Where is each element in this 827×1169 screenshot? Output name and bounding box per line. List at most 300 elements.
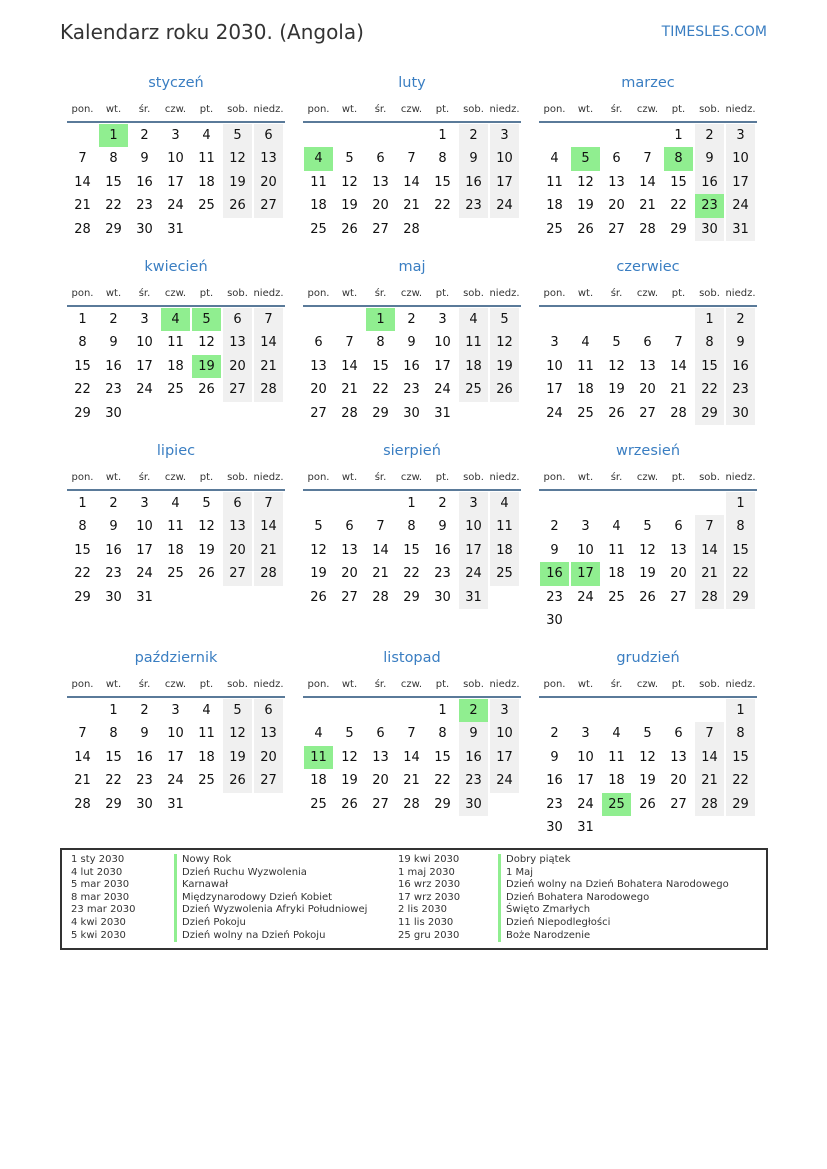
day-cell[interactable]: 30	[546, 612, 563, 628]
day-cell[interactable]: 29	[670, 221, 687, 237]
day-cell[interactable]: 26	[310, 589, 327, 605]
day-cell[interactable]: 31	[459, 586, 488, 609]
day-cell[interactable]: 2	[459, 124, 488, 147]
day-cell[interactable]: 10	[726, 147, 755, 170]
day-cell[interactable]: 18	[310, 773, 327, 789]
day-cell[interactable]: 28	[403, 796, 420, 812]
day-cell[interactable]: 4	[612, 519, 621, 535]
day-cell[interactable]: 22	[74, 566, 91, 582]
day-cell[interactable]: 12	[198, 335, 215, 351]
day-cell[interactable]: 27	[670, 796, 687, 812]
day-cell[interactable]: 25	[167, 566, 184, 582]
day-cell[interactable]: 2	[438, 496, 447, 511]
day-cell[interactable]: 13	[639, 358, 656, 374]
day-cell[interactable]: 21	[74, 198, 91, 214]
day-cell[interactable]: 31	[577, 819, 594, 835]
day-cell[interactable]: 29	[726, 793, 755, 816]
day-cell[interactable]: 4	[314, 726, 323, 742]
day-cell[interactable]: 7	[407, 726, 416, 742]
day-cell[interactable]: 28	[254, 378, 283, 401]
day-cell[interactable]: 15	[434, 749, 451, 765]
day-cell[interactable]: 12	[577, 174, 594, 190]
day-cell[interactable]: 25	[310, 221, 327, 237]
day-cell[interactable]: 8	[726, 515, 755, 538]
day-cell[interactable]: 30	[546, 819, 563, 835]
day-cell[interactable]: 12	[198, 519, 215, 535]
day-cell[interactable]: 14	[670, 358, 687, 374]
day-cell[interactable]: 10	[136, 335, 153, 351]
day-cell[interactable]: 8	[376, 335, 385, 351]
day-cell[interactable]: 20	[223, 355, 252, 378]
day-cell[interactable]: 16	[459, 746, 488, 769]
day-cell[interactable]: 26	[577, 221, 594, 237]
day-cell[interactable]: 9	[695, 147, 724, 170]
day-cell[interactable]: 19	[577, 198, 594, 214]
day-cell[interactable]: 23	[105, 566, 122, 582]
day-cell[interactable]: 9	[438, 519, 447, 535]
day-cell[interactable]: 17	[490, 171, 519, 194]
day-cell[interactable]: 18	[546, 198, 563, 214]
day-cell[interactable]: 16	[726, 355, 755, 378]
day-cell[interactable]: 30	[136, 221, 153, 237]
day-cell[interactable]: 10	[490, 147, 519, 170]
day-cell[interactable]: 1	[674, 128, 683, 143]
day-cell[interactable]: 3	[726, 124, 755, 147]
day-cell[interactable]: 7	[78, 726, 87, 742]
day-cell[interactable]: 29	[74, 405, 91, 421]
day-cell[interactable]: 25	[546, 221, 563, 237]
day-cell[interactable]: 16	[546, 773, 563, 789]
day-cell[interactable]: 14	[403, 174, 420, 190]
day-cell[interactable]: 5	[223, 699, 252, 722]
day-cell[interactable]: 23	[136, 198, 153, 214]
day-cell[interactable]: 14	[372, 542, 389, 558]
day-cell[interactable]: 1	[438, 128, 447, 143]
day-cell[interactable]: 18	[310, 198, 327, 214]
day-cell[interactable]: 9	[550, 749, 559, 765]
day-cell[interactable]: 19	[223, 171, 252, 194]
day-cell[interactable]: 4	[171, 496, 180, 511]
day-cell[interactable]: 20	[372, 773, 389, 789]
day-cell[interactable]: 20	[254, 746, 283, 769]
day-cell[interactable]: 11	[167, 519, 184, 535]
day-cell[interactable]: 29	[105, 221, 122, 237]
day-cell[interactable]: 27	[254, 194, 283, 217]
day-cell[interactable]: 17	[577, 773, 594, 789]
day-cell[interactable]: 3	[140, 496, 149, 511]
day-cell[interactable]: 27	[372, 221, 389, 237]
day-cell[interactable]: 24	[577, 796, 594, 812]
day-cell[interactable]: 21	[670, 382, 687, 398]
day-cell[interactable]: 25	[198, 198, 215, 214]
day-cell[interactable]: 5	[192, 308, 221, 331]
day-cell[interactable]: 27	[608, 221, 625, 237]
day-cell[interactable]: 19	[310, 566, 327, 582]
day-cell[interactable]: 27	[372, 796, 389, 812]
day-cell[interactable]: 25	[459, 378, 488, 401]
day-cell[interactable]: 15	[372, 358, 389, 374]
day-cell[interactable]: 9	[407, 335, 416, 351]
day-cell[interactable]: 24	[726, 194, 755, 217]
day-cell[interactable]: 21	[372, 566, 389, 582]
day-cell[interactable]: 24	[167, 198, 184, 214]
day-cell[interactable]: 6	[674, 726, 683, 742]
day-cell[interactable]: 11	[490, 515, 519, 538]
day-cell[interactable]: 23	[403, 382, 420, 398]
day-cell[interactable]: 7	[78, 151, 87, 167]
day-cell[interactable]: 14	[639, 174, 656, 190]
day-cell[interactable]: 13	[254, 147, 283, 170]
day-cell[interactable]: 31	[434, 405, 451, 421]
day-cell[interactable]: 4	[490, 492, 519, 515]
day-cell[interactable]: 6	[254, 124, 283, 147]
day-cell[interactable]: 4	[459, 308, 488, 331]
day-cell[interactable]: 5	[643, 726, 652, 742]
day-cell[interactable]: 4	[202, 703, 211, 718]
day-cell[interactable]: 28	[254, 562, 283, 585]
day-cell[interactable]: 6	[254, 699, 283, 722]
day-cell[interactable]: 28	[639, 221, 656, 237]
day-cell[interactable]: 4	[304, 147, 333, 170]
day-cell[interactable]: 1	[78, 312, 87, 327]
day-cell[interactable]: 2	[407, 312, 416, 327]
day-cell[interactable]: 5	[490, 308, 519, 331]
day-cell[interactable]: 12	[223, 722, 252, 745]
day-cell[interactable]: 10	[577, 542, 594, 558]
day-cell[interactable]: 11	[167, 335, 184, 351]
day-cell[interactable]: 23	[434, 566, 451, 582]
day-cell[interactable]: 5	[202, 496, 211, 511]
day-cell[interactable]: 21	[695, 769, 724, 792]
day-cell[interactable]: 3	[550, 335, 559, 351]
day-cell[interactable]: 2	[550, 519, 559, 535]
day-cell[interactable]: 3	[490, 699, 519, 722]
day-cell[interactable]: 15	[403, 542, 420, 558]
day-cell[interactable]: 8	[695, 331, 724, 354]
day-cell[interactable]: 3	[140, 312, 149, 327]
day-cell[interactable]: 6	[376, 726, 385, 742]
day-cell[interactable]: 16	[105, 542, 122, 558]
day-cell[interactable]: 11	[608, 542, 625, 558]
day-cell[interactable]: 2	[459, 699, 488, 722]
day-cell[interactable]: 19	[223, 746, 252, 769]
day-cell[interactable]: 10	[434, 335, 451, 351]
day-cell[interactable]: 9	[550, 542, 559, 558]
day-cell[interactable]: 22	[105, 773, 122, 789]
day-cell[interactable]: 2	[140, 128, 149, 143]
day-cell[interactable]: 27	[254, 769, 283, 792]
day-cell[interactable]: 10	[490, 722, 519, 745]
day-cell[interactable]: 28	[74, 221, 91, 237]
day-cell[interactable]: 8	[78, 519, 87, 535]
day-cell[interactable]: 22	[695, 378, 724, 401]
day-cell[interactable]: 21	[403, 773, 420, 789]
day-cell[interactable]: 3	[581, 726, 590, 742]
day-cell[interactable]: 8	[664, 147, 693, 170]
day-cell[interactable]: 12	[639, 542, 656, 558]
day-cell[interactable]: 12	[310, 542, 327, 558]
day-cell[interactable]: 17	[459, 539, 488, 562]
day-cell[interactable]: 27	[223, 378, 252, 401]
day-cell[interactable]: 15	[670, 174, 687, 190]
day-cell[interactable]: 14	[695, 746, 724, 769]
day-cell[interactable]: 8	[438, 151, 447, 167]
day-cell[interactable]: 8	[109, 151, 118, 167]
day-cell[interactable]: 31	[136, 589, 153, 605]
day-cell[interactable]: 24	[490, 769, 519, 792]
day-cell[interactable]: 16	[434, 542, 451, 558]
day-cell[interactable]: 5	[612, 335, 621, 351]
day-cell[interactable]: 23	[546, 796, 563, 812]
day-cell[interactable]: 23	[136, 773, 153, 789]
day-cell[interactable]: 5	[345, 726, 354, 742]
day-cell[interactable]: 2	[550, 726, 559, 742]
day-cell[interactable]: 22	[726, 769, 755, 792]
day-cell[interactable]: 7	[407, 151, 416, 167]
day-cell[interactable]: 1	[438, 703, 447, 718]
day-cell[interactable]: 17	[434, 358, 451, 374]
day-cell[interactable]: 17	[167, 174, 184, 190]
day-cell[interactable]: 7	[643, 151, 652, 167]
day-cell[interactable]: 19	[198, 542, 215, 558]
day-cell[interactable]: 4	[161, 308, 190, 331]
day-cell[interactable]: 23	[546, 589, 563, 605]
day-cell[interactable]: 11	[608, 749, 625, 765]
day-cell[interactable]: 2	[695, 124, 724, 147]
day-cell[interactable]: 27	[341, 589, 358, 605]
day-cell[interactable]: 13	[310, 358, 327, 374]
day-cell[interactable]: 26	[223, 769, 252, 792]
day-cell[interactable]: 23	[726, 378, 755, 401]
day-cell[interactable]: 20	[223, 539, 252, 562]
day-cell[interactable]: 10	[546, 358, 563, 374]
day-cell[interactable]: 16	[459, 171, 488, 194]
day-cell[interactable]: 21	[254, 355, 283, 378]
day-cell[interactable]: 15	[105, 174, 122, 190]
day-cell[interactable]: 26	[608, 405, 625, 421]
day-cell[interactable]: 5	[314, 519, 323, 535]
day-cell[interactable]: 14	[254, 331, 283, 354]
day-cell[interactable]: 31	[167, 796, 184, 812]
day-cell[interactable]: 26	[639, 589, 656, 605]
day-cell[interactable]: 20	[608, 198, 625, 214]
day-cell[interactable]: 10	[167, 151, 184, 167]
day-cell[interactable]: 3	[438, 312, 447, 327]
day-cell[interactable]: 19	[341, 198, 358, 214]
day-cell[interactable]: 19	[192, 355, 221, 378]
day-cell[interactable]: 24	[136, 382, 153, 398]
day-cell[interactable]: 14	[254, 515, 283, 538]
brand-logo[interactable]: TIMESLES.COM	[661, 24, 767, 40]
day-cell[interactable]: 13	[670, 542, 687, 558]
day-cell[interactable]: 13	[341, 542, 358, 558]
day-cell[interactable]: 11	[546, 174, 563, 190]
day-cell[interactable]: 26	[490, 378, 519, 401]
day-cell[interactable]: 18	[577, 382, 594, 398]
day-cell[interactable]: 21	[695, 562, 724, 585]
day-cell[interactable]: 18	[459, 355, 488, 378]
day-cell[interactable]: 29	[726, 586, 755, 609]
day-cell[interactable]: 10	[577, 749, 594, 765]
day-cell[interactable]: 30	[434, 589, 451, 605]
day-cell[interactable]: 3	[171, 703, 180, 718]
day-cell[interactable]: 7	[254, 308, 283, 331]
day-cell[interactable]: 22	[670, 198, 687, 214]
day-cell[interactable]: 6	[612, 151, 621, 167]
day-cell[interactable]: 25	[198, 773, 215, 789]
day-cell[interactable]: 26	[341, 796, 358, 812]
day-cell[interactable]: 17	[136, 542, 153, 558]
day-cell[interactable]: 30	[105, 589, 122, 605]
day-cell[interactable]: 11	[198, 726, 215, 742]
day-cell[interactable]: 19	[639, 566, 656, 582]
day-cell[interactable]: 7	[695, 722, 724, 745]
day-cell[interactable]: 22	[403, 566, 420, 582]
day-cell[interactable]: 13	[372, 174, 389, 190]
day-cell[interactable]: 14	[341, 358, 358, 374]
day-cell[interactable]: 16	[136, 749, 153, 765]
day-cell[interactable]: 19	[490, 355, 519, 378]
day-cell[interactable]: 24	[490, 194, 519, 217]
day-cell[interactable]: 20	[639, 382, 656, 398]
day-cell[interactable]: 31	[726, 218, 755, 241]
day-cell[interactable]: 23	[459, 194, 488, 217]
day-cell[interactable]: 6	[223, 492, 252, 515]
day-cell[interactable]: 12	[490, 331, 519, 354]
day-cell[interactable]: 22	[105, 198, 122, 214]
day-cell[interactable]: 15	[74, 358, 91, 374]
day-cell[interactable]: 8	[726, 722, 755, 745]
day-cell[interactable]: 13	[254, 722, 283, 745]
day-cell[interactable]: 24	[577, 589, 594, 605]
day-cell[interactable]: 1	[726, 492, 755, 515]
day-cell[interactable]: 2	[109, 496, 118, 511]
day-cell[interactable]: 29	[105, 796, 122, 812]
day-cell[interactable]: 23	[695, 194, 724, 217]
day-cell[interactable]: 5	[643, 519, 652, 535]
day-cell[interactable]: 10	[136, 519, 153, 535]
day-cell[interactable]: 5	[345, 151, 354, 167]
day-cell[interactable]: 17	[726, 171, 755, 194]
day-cell[interactable]: 9	[459, 147, 488, 170]
day-cell[interactable]: 1	[366, 308, 395, 331]
day-cell[interactable]: 6	[314, 335, 323, 351]
day-cell[interactable]: 6	[345, 519, 354, 535]
day-cell[interactable]: 4	[581, 335, 590, 351]
day-cell[interactable]: 28	[341, 405, 358, 421]
day-cell[interactable]: 25	[602, 793, 631, 816]
day-cell[interactable]: 18	[167, 358, 184, 374]
day-cell[interactable]: 20	[254, 171, 283, 194]
day-cell[interactable]: 12	[639, 749, 656, 765]
day-cell[interactable]: 1	[99, 124, 128, 147]
day-cell[interactable]: 8	[109, 726, 118, 742]
day-cell[interactable]: 25	[577, 405, 594, 421]
day-cell[interactable]: 5	[571, 147, 600, 170]
day-cell[interactable]: 3	[459, 492, 488, 515]
day-cell[interactable]: 30	[403, 405, 420, 421]
day-cell[interactable]: 24	[136, 566, 153, 582]
day-cell[interactable]: 15	[726, 746, 755, 769]
day-cell[interactable]: 28	[695, 586, 724, 609]
day-cell[interactable]: 18	[608, 566, 625, 582]
day-cell[interactable]: 6	[376, 151, 385, 167]
day-cell[interactable]: 6	[223, 308, 252, 331]
day-cell[interactable]: 27	[310, 405, 327, 421]
day-cell[interactable]: 10	[459, 515, 488, 538]
day-cell[interactable]: 18	[198, 174, 215, 190]
day-cell[interactable]: 9	[109, 519, 118, 535]
day-cell[interactable]: 16	[695, 171, 724, 194]
day-cell[interactable]: 8	[407, 519, 416, 535]
day-cell[interactable]: 22	[372, 382, 389, 398]
day-cell[interactable]: 20	[670, 566, 687, 582]
day-cell[interactable]: 27	[670, 589, 687, 605]
day-cell[interactable]: 28	[695, 793, 724, 816]
day-cell[interactable]: 30	[459, 793, 488, 816]
day-cell[interactable]: 28	[403, 221, 420, 237]
day-cell[interactable]: 21	[403, 198, 420, 214]
day-cell[interactable]: 30	[726, 402, 755, 425]
day-cell[interactable]: 3	[490, 124, 519, 147]
day-cell[interactable]: 21	[639, 198, 656, 214]
day-cell[interactable]: 8	[438, 726, 447, 742]
day-cell[interactable]: 29	[403, 589, 420, 605]
day-cell[interactable]: 31	[167, 221, 184, 237]
day-cell[interactable]: 21	[254, 539, 283, 562]
day-cell[interactable]: 11	[198, 151, 215, 167]
day-cell[interactable]: 1	[407, 496, 416, 511]
day-cell[interactable]: 20	[310, 382, 327, 398]
day-cell[interactable]: 9	[140, 151, 149, 167]
day-cell[interactable]: 1	[695, 308, 724, 331]
day-cell[interactable]: 15	[695, 355, 724, 378]
day-cell[interactable]: 26	[198, 566, 215, 582]
day-cell[interactable]: 11	[459, 331, 488, 354]
day-cell[interactable]: 23	[459, 769, 488, 792]
day-cell[interactable]: 8	[78, 335, 87, 351]
day-cell[interactable]: 22	[74, 382, 91, 398]
day-cell[interactable]: 17	[490, 746, 519, 769]
day-cell[interactable]: 13	[608, 174, 625, 190]
day-cell[interactable]: 15	[105, 749, 122, 765]
day-cell[interactable]: 16	[136, 174, 153, 190]
day-cell[interactable]: 24	[167, 773, 184, 789]
day-cell[interactable]: 9	[140, 726, 149, 742]
day-cell[interactable]: 14	[403, 749, 420, 765]
day-cell[interactable]: 23	[105, 382, 122, 398]
day-cell[interactable]: 26	[223, 194, 252, 217]
day-cell[interactable]: 7	[695, 515, 724, 538]
day-cell[interactable]: 18	[490, 539, 519, 562]
day-cell[interactable]: 13	[670, 749, 687, 765]
day-cell[interactable]: 27	[639, 405, 656, 421]
day-cell[interactable]: 12	[341, 749, 358, 765]
day-cell[interactable]: 9	[109, 335, 118, 351]
day-cell[interactable]: 4	[202, 128, 211, 143]
day-cell[interactable]: 28	[372, 589, 389, 605]
day-cell[interactable]: 11	[304, 746, 333, 769]
day-cell[interactable]: 27	[223, 562, 252, 585]
day-cell[interactable]: 26	[341, 221, 358, 237]
day-cell[interactable]: 24	[434, 382, 451, 398]
day-cell[interactable]: 19	[639, 773, 656, 789]
day-cell[interactable]: 9	[459, 722, 488, 745]
day-cell[interactable]: 18	[167, 542, 184, 558]
day-cell[interactable]: 10	[167, 726, 184, 742]
day-cell[interactable]: 3	[581, 519, 590, 535]
day-cell[interactable]: 28	[670, 405, 687, 421]
